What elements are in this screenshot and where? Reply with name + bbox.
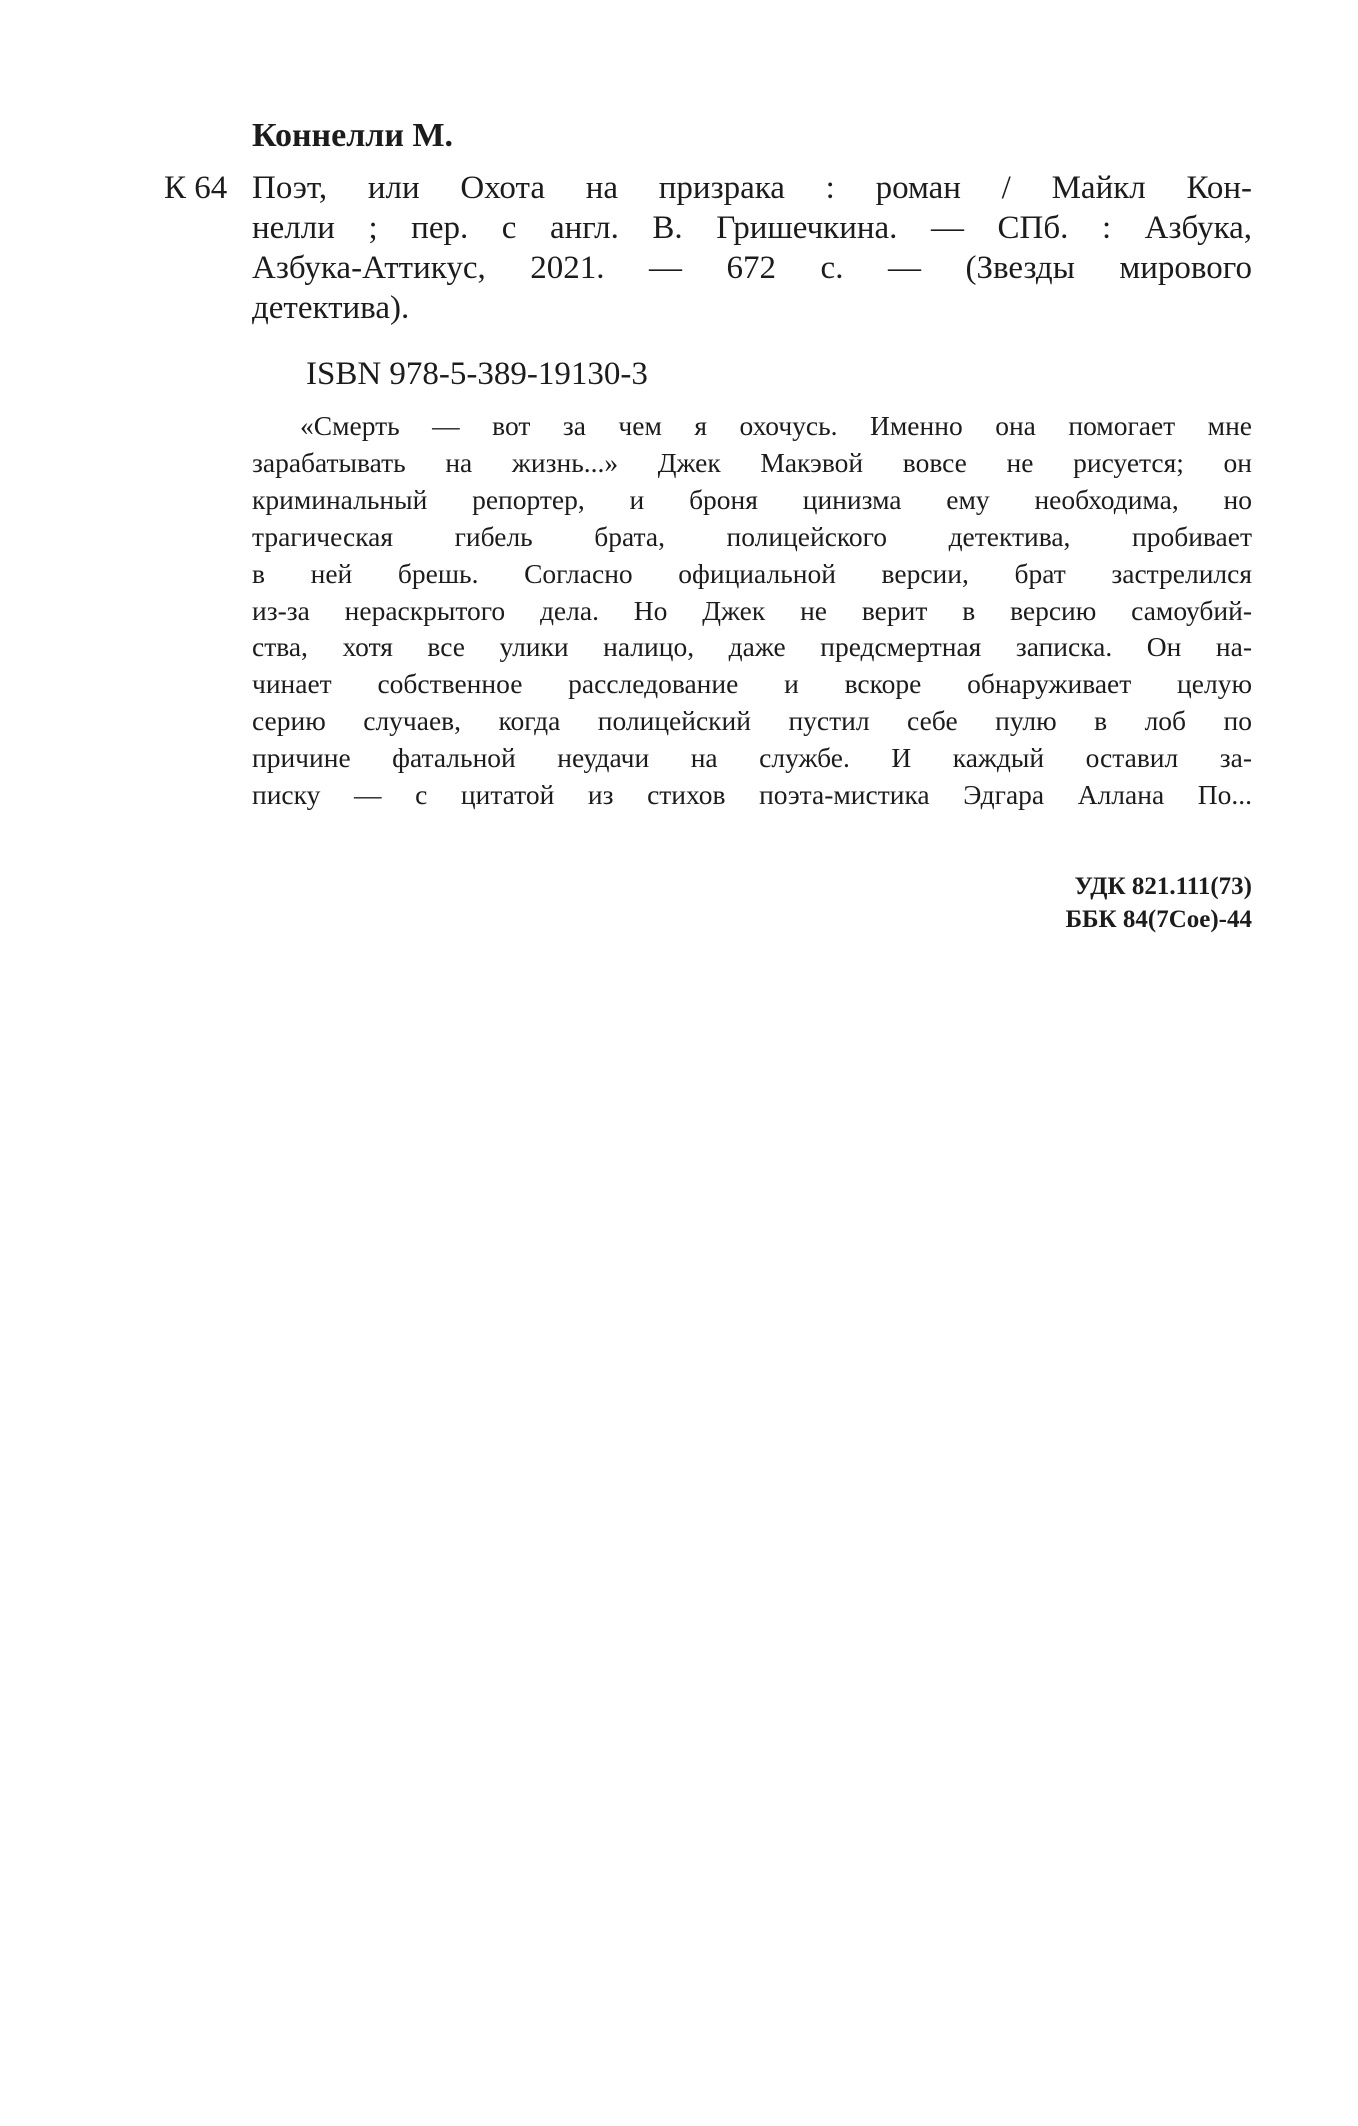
annotation-line: криминальный репортер, и броня цинизма ему необходима, но <box>252 483 1252 515</box>
description-line: детектива). <box>252 290 410 326</box>
bbk-code: ББК 84(7Сое)-44 <box>1065 906 1252 933</box>
annotation-line: чинает собственное расследование и вскоре обнаруживает целую <box>252 668 1252 700</box>
classification-codes <box>860 870 1252 936</box>
description-line: Азбука-Аттикус, 2021. — 672 с. — (Звезды мирового <box>252 250 1252 286</box>
udk-code: УДК 821.111(73) <box>1074 873 1252 900</box>
annotation-line: ства, хотя все улики налицо, даже предсмертная записка. Он на- <box>252 631 1252 663</box>
annotation-line: зарабатывать на жизнь...» Джек Макэвой вовсе не рисуется; он <box>252 446 1252 478</box>
annotation-line: в ней брешь. Согласно официальной версии, брат застрелился <box>252 557 1252 589</box>
annotation-line: причине фатальной неудачи на службе. И каждый оставил за- <box>252 742 1252 774</box>
bibliographic-description <box>252 168 1252 328</box>
author-index-code: К 64 <box>164 170 228 206</box>
annotation-line: трагическая гибель брата, полицейского детектива, пробивает <box>252 520 1252 552</box>
description-line: Поэт, или Охота на призрака : роман / Майкл Кон- <box>252 170 1252 206</box>
annotation-line: писку — с цитатой из стихов поэта-мистика Эдгара Аллана По... <box>252 779 1252 811</box>
annotation <box>252 408 1252 814</box>
annotation-line: серию случаев, когда полицейский пустил себе пулю в лоб по <box>252 705 1252 737</box>
author-heading: Коннелли М. <box>252 117 454 154</box>
description-line: нелли ; пер. с англ. В. Гришечкина. — СПб. : Азбука, <box>252 210 1252 246</box>
annotation-line: «Смерть — вот за чем я охочусь. Именно она помогает мне <box>300 410 1252 441</box>
isbn: ISBN 978-5-389-19130-3 <box>306 356 648 392</box>
annotation-line: из-за нераскрытого дела. Но Джек не верит в версию самоубий- <box>252 594 1252 626</box>
